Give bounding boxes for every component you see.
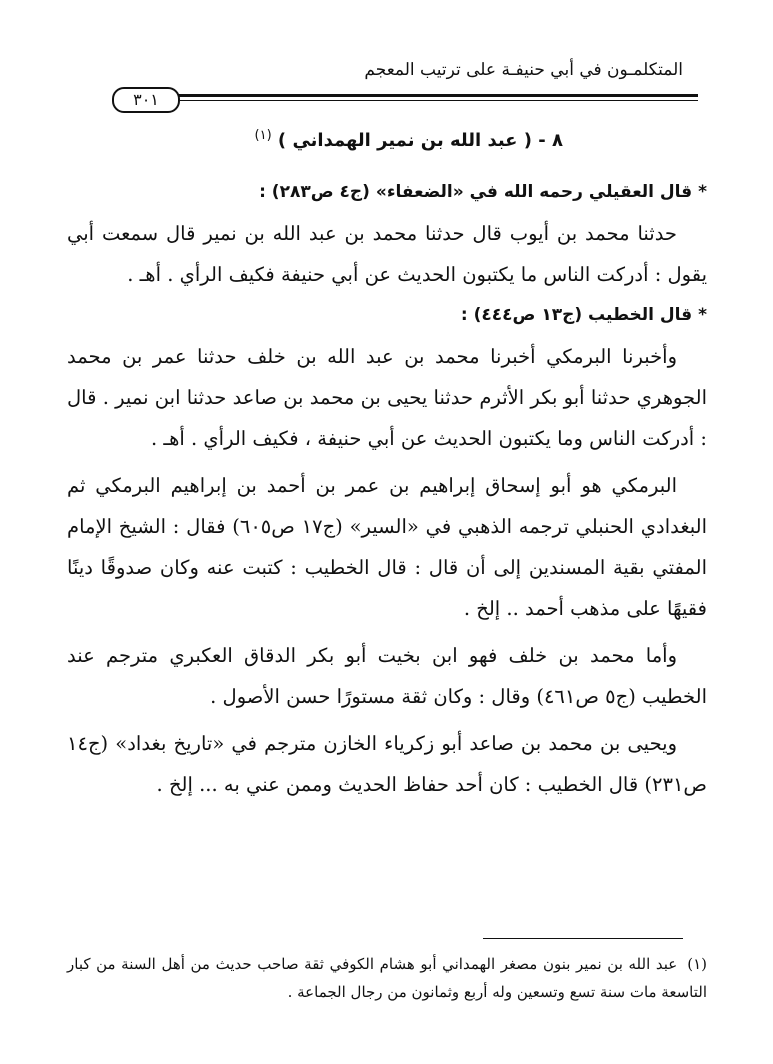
entry-number: ٨ - ( (523, 130, 563, 151)
paragraph: ويحيى بن محمد بن صاعد أبو زكرياء الخازن مترجم في «تاريخ بغداد» (ج١٤ ص٢٣١) قال الخطيب : كان أحد حفاظ الحديث وممن عني به ... إلخ . (67, 732, 707, 796)
header-rule (170, 94, 698, 97)
entry-close: ) (277, 130, 287, 151)
footnote-reference: (١) (254, 128, 272, 143)
paragraph: وأما محمد بن خلف فهو ابن بخيت أبو بكر الدقاق العكبري مترجم عند الخطيب (ج٥ ص٤٦١) وقال : وكان ثقة مستورًا حسن الأصول . (67, 644, 707, 708)
page-number: ٣٠١ (112, 87, 180, 113)
footnote-divider (483, 938, 683, 939)
footnote-number: (١) (687, 955, 707, 973)
paragraph: حدثنا محمد بن أيوب قال حدثنا محمد بن عبد الله بن نمير قال سمعت أبي يقول : أدركت الناس ما يكتبون الحديث عن أبي حنيفة فكيف الرأي . أهـ . (67, 222, 707, 286)
footnote (67, 950, 707, 1006)
entry-name: عبد الله بن نمير الهمداني (292, 130, 518, 151)
section-title: * قال الخطيب (ج١٣ ص٤٤٤) : (460, 305, 707, 325)
section-title: * قال العقيلي رحمه الله في «الضعفاء» (ج٤ ص٢٨٣) : (259, 182, 707, 202)
paragraph: وأخبرنا البرمكي أخبرنا محمد بن عبد الله بن خلف حدثنا عمر بن محمد الجوهري حدثنا أبو بكر الأثرم حدثنا يحيى بن محمد بن صاعد حدثنا ابن نمير . قال : أدركت الناس وما يكتبون الحديث عن أبي حنيفة ، فكيف الرأي . أهـ . (67, 345, 707, 450)
paragraph: البرمكي هو أبو إسحاق إبراهيم بن عمر بن أحمد بن إبراهيم البرمكي ثم البغدادي الحنبلي ترجمه الذهبي في «السير» (ج١٧ ص٦٠٥) فقال : الشيخ الإمام المفتي بقية المسندين إلى أن قال : قال الخطيب : كتبت عنه وكان صدوقًا دينًا فقيهًا على مذهب أحمد .. إلخ . (67, 474, 707, 620)
running-header-title: المتكلمـون في أبي حنيفـة على ترتيب المعجم (364, 60, 683, 80)
footnote-text: عبد الله بن نمير بنون مصغر الهمداني أبو هشام الكوفي ثقة صاحب حديث من أهل السنة من كبار التاسعة مات سنة تسع وتسعين وله أربع وثمانون من رجال الجماعة . (67, 955, 707, 1001)
header-rule-thin (170, 100, 698, 101)
main-text (67, 172, 707, 805)
entry-heading (143, 128, 563, 151)
